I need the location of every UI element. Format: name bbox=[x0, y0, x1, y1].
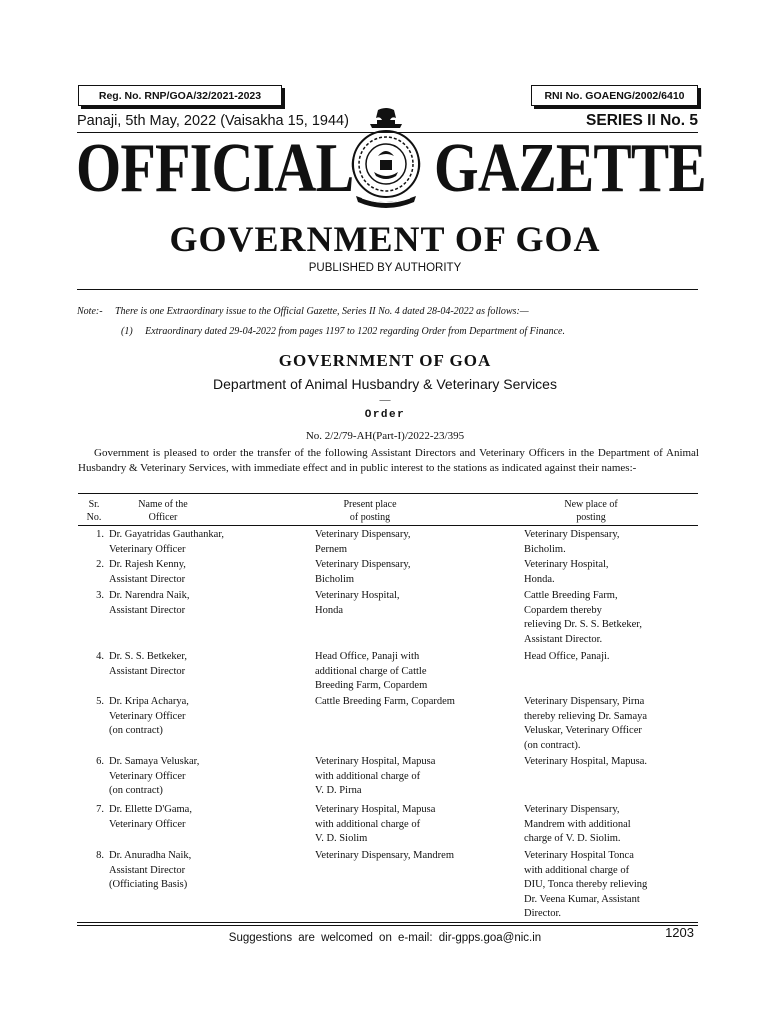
rni-number-box bbox=[531, 85, 698, 106]
row-present-posting-line: Veterinary Hospital, bbox=[315, 590, 400, 601]
row-officer-name bbox=[109, 528, 309, 557]
row-present-posting-line: Honda bbox=[315, 604, 343, 616]
goa-emblem-icon bbox=[340, 106, 432, 216]
row-new-posting bbox=[524, 695, 699, 753]
row-sr-number: 7. bbox=[96, 804, 104, 815]
row-sr-number: 3. bbox=[96, 590, 104, 601]
row-officer-name bbox=[109, 650, 309, 679]
row-new-posting-line: relieving Dr. S. S. Betkeker, bbox=[524, 619, 642, 630]
row-new-posting-line: Copardem thereby bbox=[524, 604, 602, 616]
header-new-line2: posting bbox=[576, 511, 606, 523]
order-government-heading: GOVERNMENT OF GOA bbox=[278, 351, 492, 370]
row-officer-name-line: (on contract) bbox=[109, 785, 163, 796]
row-new-posting-line: Bicholim. bbox=[524, 543, 566, 555]
row-new-posting-line: Veterinary Hospital Tonca bbox=[524, 850, 634, 861]
row-present-posting-line: Veterinary Dispensary, bbox=[315, 529, 411, 540]
row-present-posting-line: Veterinary Hospital, Mapusa bbox=[315, 804, 436, 815]
table-header-name bbox=[113, 499, 213, 524]
series-number: SERIES II No. 5 bbox=[586, 112, 698, 129]
row-officer-name bbox=[109, 558, 309, 587]
table-header-present bbox=[315, 499, 425, 524]
row-new-posting-line: charge of V. D. Siolim. bbox=[524, 833, 621, 844]
note-text: There is one Extraordinary issue to the Official Gazette, Series II No. 4 dated 28-04-2022 as follows:— bbox=[115, 306, 529, 317]
registration-number-box bbox=[78, 85, 282, 106]
row-present-posting-line: Pernem bbox=[315, 543, 348, 555]
row-new-posting-line: with additional charge of bbox=[524, 864, 630, 876]
row-new-posting-line: Veterinary Dispensary, bbox=[524, 804, 620, 815]
row-new-posting-line: Director. bbox=[524, 908, 562, 919]
row-present-posting-line: Cattle Breeding Farm, Copardem bbox=[315, 696, 455, 707]
row-new-posting bbox=[524, 528, 699, 557]
row-new-posting bbox=[524, 849, 699, 922]
row-sr-number: 4. bbox=[96, 651, 104, 662]
row-officer-name-line: Veterinary Officer bbox=[109, 710, 186, 722]
row-new-posting-line: Veluskar, Veterinary Officer bbox=[524, 725, 642, 736]
row-officer-name bbox=[109, 803, 309, 832]
row-present-posting-line: Bicholim bbox=[315, 573, 355, 585]
row-sr-number: 2. bbox=[96, 559, 104, 570]
row-present-posting-line: additional charge of Cattle bbox=[315, 665, 427, 677]
row-officer-name-line: (Officiating Basis) bbox=[109, 879, 188, 890]
row-new-posting-line: Honda. bbox=[524, 573, 555, 585]
note-item-text: Extraordinary dated 29-04-2022 from pages 1197 to 1202 regarding Order from Department of Finance. bbox=[145, 326, 565, 337]
row-new-posting bbox=[524, 650, 699, 665]
suggestions-line: Suggestions are welcomed on e-mail: dir-gpps.goa@nic.in bbox=[228, 932, 542, 944]
row-new-posting-line: Mandrem with additional bbox=[524, 818, 631, 830]
note-label: Note:- bbox=[77, 306, 103, 317]
row-new-posting-line: Assistant Director. bbox=[524, 633, 603, 645]
row-officer-name-line: Assistant Director bbox=[109, 665, 186, 677]
row-officer-name bbox=[109, 695, 309, 739]
row-officer-name-line: Dr. Rajesh Kenny, bbox=[109, 559, 186, 570]
row-officer-name-line: Dr. Kripa Acharya, bbox=[109, 696, 189, 707]
row-present-posting-line: Breeding Farm, Copardem bbox=[315, 680, 428, 691]
row-officer-name-line: Assistant Director bbox=[109, 864, 186, 876]
row-present-posting bbox=[315, 650, 515, 694]
row-officer-name-line: Dr. Samaya Veluskar, bbox=[109, 756, 200, 767]
order-number: No. 2/2/79-AH(Part-I)/2022-23/395 bbox=[305, 430, 465, 442]
row-present-posting bbox=[315, 803, 515, 847]
row-new-posting-line: Dr. Veena Kumar, Assistant bbox=[524, 893, 640, 905]
row-new-posting-line: Veterinary Dispensary, Pirna bbox=[524, 696, 645, 707]
footer-rule-2 bbox=[77, 925, 698, 926]
row-new-posting-line: Cattle Breeding Farm, bbox=[524, 590, 618, 601]
table-header-rule bbox=[78, 525, 698, 526]
row-new-posting-line: Head Office, Panaji. bbox=[524, 651, 610, 662]
row-officer-name bbox=[109, 589, 309, 618]
row-present-posting-line: Veterinary Dispensary, Mandrem bbox=[315, 850, 454, 861]
row-sr-number: 8. bbox=[96, 850, 104, 861]
gazette-title-official: OFFICIAL bbox=[76, 130, 354, 207]
row-officer-name-line: Veterinary Officer bbox=[109, 543, 186, 555]
row-present-posting-line: V. D. Pirna bbox=[315, 785, 362, 796]
row-present-posting bbox=[315, 589, 515, 618]
row-new-posting-line: DIU, Tonca thereby relieving bbox=[524, 879, 648, 890]
issue-date: Panaji, 5th May, 2022 (Vaisakha 15, 1944) bbox=[77, 113, 349, 129]
rni-number: RNI No. GOAENG/2002/6410 bbox=[544, 89, 685, 102]
masthead-bottom-rule bbox=[77, 289, 698, 290]
row-present-posting-line: V. D. Siolim bbox=[315, 833, 368, 844]
header-sr-line1: Sr. bbox=[88, 499, 100, 510]
row-new-posting bbox=[524, 755, 699, 770]
header-name-line1: Name of the bbox=[138, 499, 188, 510]
row-present-posting-line: Veterinary Dispensary, bbox=[315, 559, 411, 570]
header-new-line1: New place of bbox=[564, 499, 618, 510]
row-new-posting bbox=[524, 803, 699, 847]
row-present-posting-line: with additional charge of bbox=[315, 770, 421, 782]
row-officer-name-line: Veterinary Officer bbox=[109, 770, 186, 782]
row-new-posting bbox=[524, 558, 699, 587]
header-sr-line2: No. bbox=[86, 511, 102, 523]
row-sr-number: 6. bbox=[96, 756, 104, 767]
registration-number: Reg. No. RNP/GOA/32/2021-2023 bbox=[98, 89, 262, 102]
row-officer-name-line: Assistant Director bbox=[109, 573, 186, 585]
row-new-posting-line: Veterinary Hospital, Mapusa. bbox=[524, 756, 648, 767]
row-present-posting bbox=[315, 558, 515, 587]
row-officer-name-line: Dr. Gayatridas Gauthankar, bbox=[109, 529, 225, 540]
row-officer-name bbox=[109, 755, 309, 799]
note-item bbox=[121, 326, 565, 337]
row-officer-name-line: Veterinary Officer bbox=[109, 818, 186, 830]
row-officer-name bbox=[109, 849, 309, 893]
row-present-posting bbox=[315, 695, 515, 710]
gazette-title-gazette: GAZETTE bbox=[434, 130, 706, 207]
gazette-subtitle: GOVERNMENT OF GOA bbox=[169, 219, 601, 259]
header-present-line1: Present place bbox=[343, 499, 397, 510]
row-new-posting-line: Veterinary Hospital, bbox=[524, 559, 609, 570]
table-top-rule bbox=[78, 493, 698, 494]
footer-rule-1 bbox=[77, 922, 698, 923]
row-officer-name-line: Dr. Narendra Naik, bbox=[109, 590, 190, 601]
header-present-line2: of posting bbox=[349, 511, 391, 523]
row-new-posting-line: thereby relieving Dr. Samaya bbox=[524, 710, 648, 722]
table-header-new bbox=[536, 499, 646, 524]
row-new-posting-line: Veterinary Dispensary, bbox=[524, 529, 620, 540]
row-present-posting bbox=[315, 849, 515, 864]
order-separator: — bbox=[379, 394, 391, 406]
header-name-line2: Officer bbox=[148, 511, 178, 523]
row-sr-number: 5. bbox=[96, 696, 104, 707]
row-present-posting bbox=[315, 528, 515, 557]
note-item-number: (1) bbox=[121, 326, 133, 337]
row-new-posting bbox=[524, 589, 699, 647]
row-new-posting-line: (on contract). bbox=[524, 739, 581, 751]
row-officer-name-line: Dr. S. S. Betkeker, bbox=[109, 651, 188, 662]
page-number: 1203 bbox=[665, 925, 694, 940]
row-sr-number: 1. bbox=[96, 529, 104, 540]
row-present-posting-line: Head Office, Panaji with bbox=[315, 651, 420, 662]
row-present-posting bbox=[315, 755, 515, 799]
order-heading: Order bbox=[364, 409, 406, 421]
table-header-sr bbox=[80, 499, 108, 524]
row-present-posting-line: Veterinary Hospital, Mapusa bbox=[315, 756, 436, 767]
row-officer-name-line: Dr. Anuradha Naik, bbox=[109, 850, 192, 861]
row-present-posting-line: with additional charge of bbox=[315, 818, 421, 830]
order-body bbox=[78, 446, 699, 475]
row-officer-name-line: Dr. Ellette D'Gama, bbox=[109, 804, 192, 815]
row-officer-name-line: (on contract) bbox=[109, 725, 163, 736]
published-by-authority: PUBLISHED BY AUTHORITY bbox=[308, 262, 462, 274]
order-department: Department of Animal Husbandry & Veterinary Services bbox=[213, 376, 557, 392]
row-officer-name-line: Assistant Director bbox=[109, 604, 186, 616]
order-intro-paragraph: Government is pleased to order the transfer of the following Assistant Directors and Veterinary Officers in the Department of Animal Husbandry & Veterinary Services, with immediate effect and in public interest to the stations as indicated against their names:- bbox=[78, 447, 699, 474]
